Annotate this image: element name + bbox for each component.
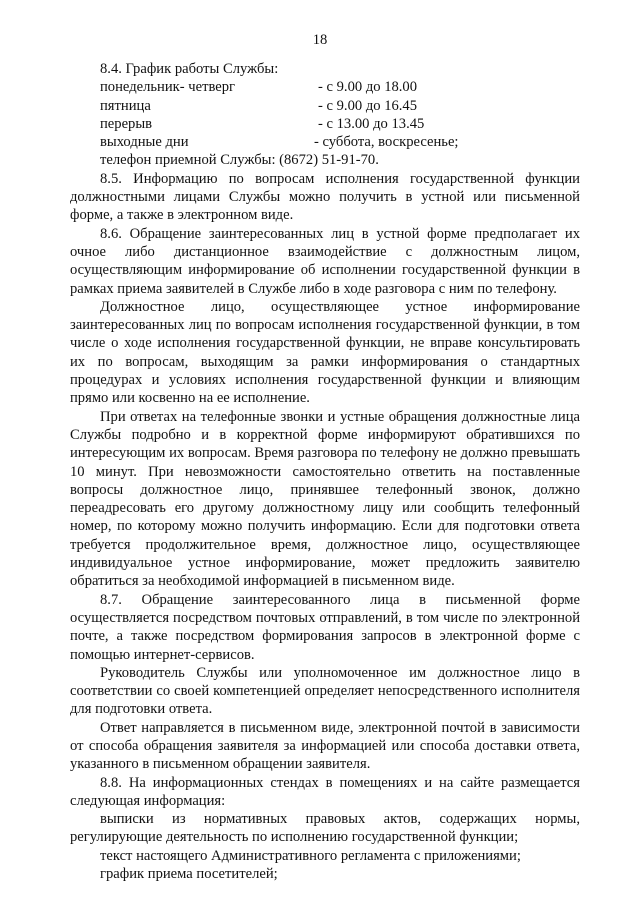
- paragraph: Ответ направляется в письменном виде, электронной почтой в зависимости от способа обращения заявителя за информацией или способа доставки ответа, указанного в письменном обращении заявителя.: [70, 719, 580, 773]
- schedule-time: - с 9.00 до 18.00: [318, 79, 418, 96]
- schedule-day: понедельник- четверг: [100, 79, 236, 96]
- schedule-time: - с 9.00 до 16.45: [318, 97, 418, 114]
- reception-phone: телефон приемной Службы: (8672) 51-91-70.: [100, 152, 379, 169]
- schedule-row: [70, 78, 580, 96]
- schedule-day: пятница: [100, 97, 151, 114]
- paragraph: Должностное лицо, осуществляющее устное информирование заинтересованных лиц по вопросам исполнения государственной функции, в том числе о ходе исполнения государственной функции, не вправе консультировать их по вопросам, выходящим за рамки информирования о стандартных процедурах и условиях исполнения государственной функции и влияющим прямо или косвенно на ее исполнение.: [70, 298, 580, 407]
- schedule-row: [70, 97, 580, 115]
- schedule-time: - с 13.00 до 13.45: [318, 115, 425, 132]
- list-item: текст настоящего Административного регламента с приложениями;: [100, 847, 521, 864]
- paragraph-8-7: 8.7. Обращение заинтересованного лица в письменной форме осуществляется посредством почтовых отправлений, в том числе по электронной почте, а также посредством формирования запросов в электронной форме с помощью интернет-сервисов.: [70, 591, 580, 663]
- schedule-day: выходные дни: [100, 134, 189, 151]
- schedule-heading: 8.4. График работы Службы:: [100, 61, 279, 77]
- list-item: выписки из нормативных правовых актов, содержащих нормы, регулирующие деятельность по исполнению государственной функции;: [70, 811, 580, 846]
- paragraph-8-6: 8.6. Обращение заинтересованных лиц в устной форме предполагает их очное либо дистанционное взаимодействие с должностным лицом, осуществляющим информирование об исполнении государственной функции в рамках приема заявителей в Службе либо в ходе разговора с ним по телефону.: [70, 225, 580, 297]
- paragraph-8-8: 8.8. На информационных стендах в помещениях и на сайте размещается следующая информация:: [70, 774, 580, 809]
- page-number: 18: [312, 32, 328, 48]
- work-schedule: [70, 60, 580, 170]
- schedule-day: перерыв: [100, 115, 153, 132]
- schedule-time: - суббота, воскресенье;: [314, 134, 459, 151]
- paragraph: Руководитель Службы или уполномоченное им должностное лицо в соответствии со своей компетенцией определяет непосредственного исполнителя для подготовки ответа.: [70, 664, 580, 718]
- paragraph: При ответах на телефонные звонки и устные обращения должностные лица Службы подробно и в корректной форме информируют обратившихся по интересующим их вопросам. Время разговора по телефону не должно превышать 10 минут. При невозможности самостоятельно ответить на поставленные вопросы должностное лицо, принявшее телефонный звонок, должно переадресовать его другому должностному лицу или сообщить телефонный номер, по которому можно получить информацию. Если для подготовки ответа требуется продолжительное время, должностное лицо, осуществляющее индивидуальное устное информирование, может предложить заявителю обратиться за необходимой информацией в письменном виде.: [70, 408, 580, 590]
- paragraph-8-5: 8.5. Информацию по вопросам исполнения государственной функции должностными лицами Службы можно получить в устной или письменной форме, а также в электронном виде.: [70, 170, 580, 224]
- schedule-row: [70, 115, 580, 133]
- list-item: график приема посетителей;: [100, 866, 278, 883]
- document-body: [70, 60, 580, 883]
- schedule-row: [70, 133, 580, 151]
